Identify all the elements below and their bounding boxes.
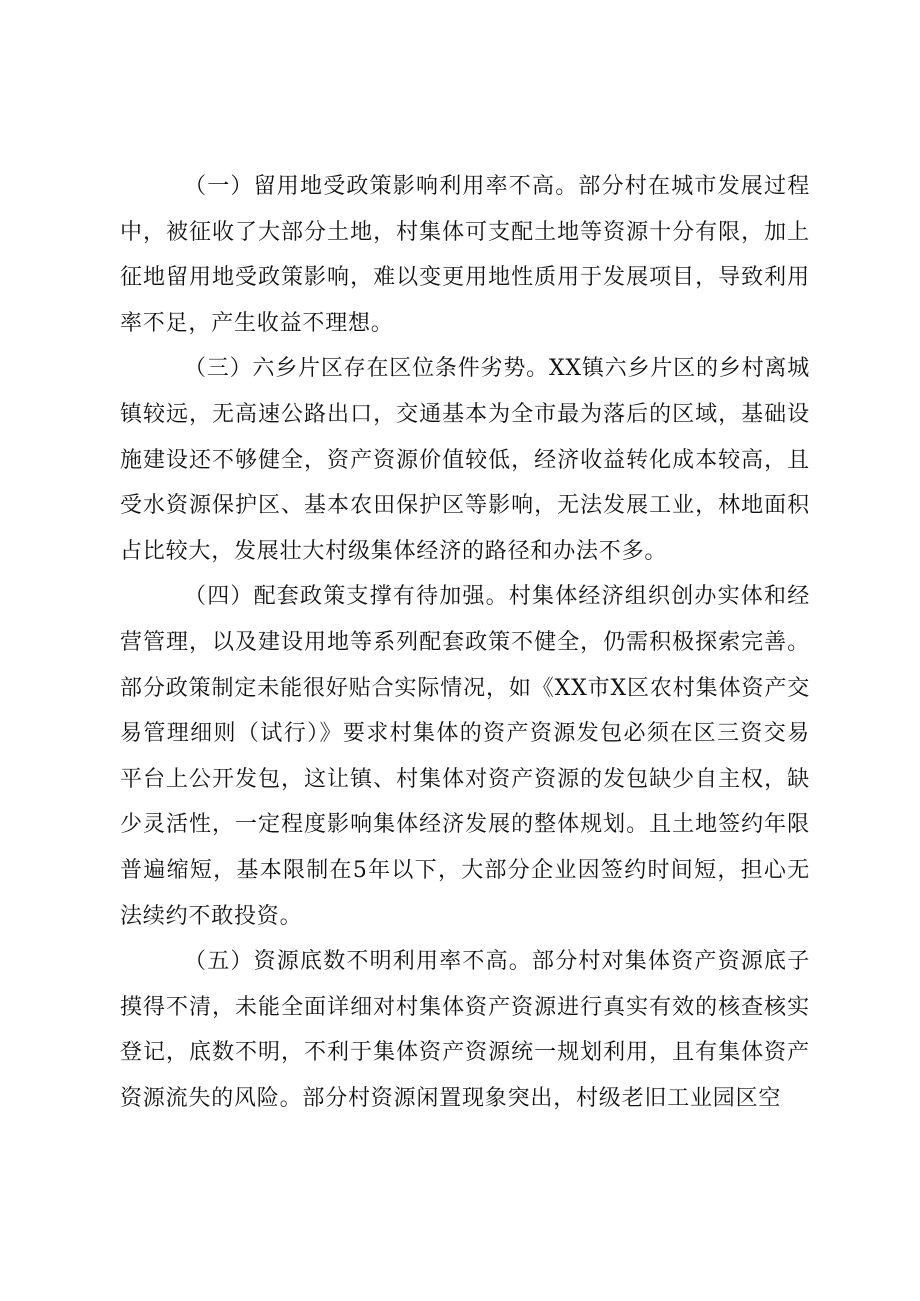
document-body xyxy=(120,164,810,1121)
paragraph-resource-base: （五）资源底数不明利用率不高。部分村对集体资产资源底子摸得不清，未能全面详细对村集体资产资源进行真实有效的核查核实登记，底数不明，不利于集体资产资源统一规划利用，且有集体资产资源流失的风险。部分村资源闲置现象突出，村级老旧工业园区空 xyxy=(120,949,810,1111)
paragraph-liuxiang-location: （三）六乡片区存在区位条件劣势。XX镇六乡片区的乡村离城镇较远，无高速公路出口，交通基本为全市最为落后的区域，基础设施建设还不够健全，资产资源价值较低，经济收益转化成本较高，且受水资源保护区、基本农田保护区等影响，无法发展工业，林地面积占比较大，发展壮大村级集体经济的路径和办法不多。 xyxy=(120,356,810,564)
paragraph-reserved-land: （一）留用地受政策影响利用率不高。部分村在城市发展过程中，被征收了大部分土地，村集体可支配土地等资源十分有限，加上征地留用地受政策影响，难以变更用地性质用于发展项目，导致利用率不足，产生收益不理想。 xyxy=(120,174,810,336)
paragraph-supporting-policy: （四）配套政策支撑有待加强。村集体经济组织创办实体和经营管理，以及建设用地等系列配套政策不健全，仍需积极探索完善。部分政策制定未能很好贴合实际情况，如《XX市X区农村集体资产交易管理细则（试行）》要求村集体的资产资源发包必须在区三资交易平台上公开发包，这让镇、村集体对资产资源的发包缺少自主权，缺少灵活性，一定程度影响集体经济发展的整体规划。且土地签约年限普遍缩短，基本限制在5年以下，大部分企业因签约时间短，担心无法续约不敢投资。 xyxy=(120,584,810,929)
